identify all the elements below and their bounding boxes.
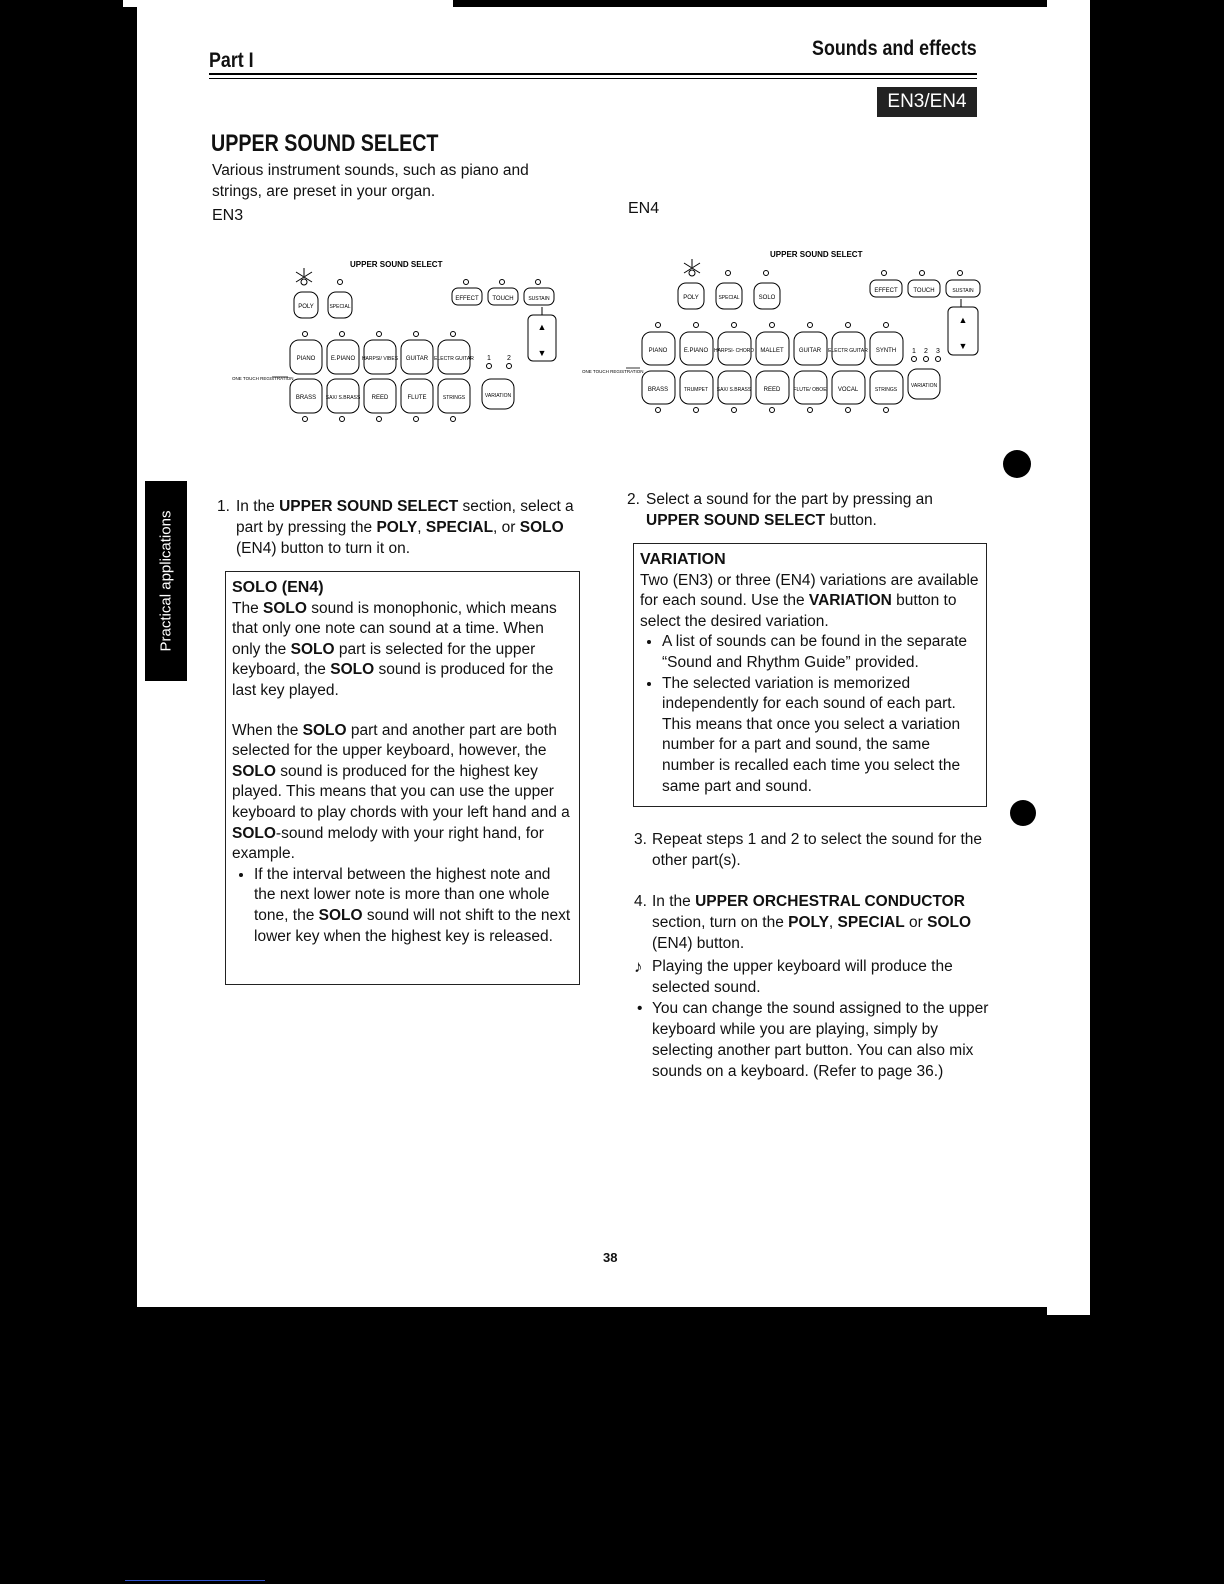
header-part: Part I: [209, 49, 254, 72]
en3-heading: UPPER SOUND SELECT: [350, 260, 443, 269]
svg-text:ELECTR GUITAR: ELECTR GUITAR: [434, 356, 474, 362]
svg-text:VOCAL: VOCAL: [837, 387, 859, 393]
svg-text:▲: ▲: [537, 322, 547, 332]
svg-text:FLUTE: FLUTE: [407, 395, 427, 401]
svg-text:REED: REED: [763, 387, 781, 393]
svg-text:2: 2: [507, 355, 511, 362]
svg-text:TOUCH: TOUCH: [492, 296, 514, 302]
step-3: 3. Repeat steps 1 and 2 to select the sound for the other part(s).: [634, 831, 983, 869]
step4-bullet: You can change the sound assigned to the upper keyboard while you are playing, simply by selecting another part button. You can also mix sounds on a keyboard. (Refer to page 36.): [652, 1000, 989, 1080]
svg-text:3: 3: [936, 348, 940, 355]
solo-box-title: SOLO (EN4): [232, 579, 324, 596]
header-rule: [209, 73, 977, 75]
variation-bullets: [640, 632, 980, 797]
en4-label: EN4: [628, 200, 660, 217]
solo-info-box: [225, 571, 580, 985]
variation-box-title: VARIATION: [640, 551, 726, 568]
top-strip: [123, 0, 453, 7]
svg-text:SAX/ S.BRASS: SAX/ S.BRASS: [716, 387, 752, 393]
svg-text:STRINGS: STRINGS: [874, 387, 898, 393]
svg-text:VARIATION: VARIATION: [910, 383, 938, 389]
header-rule-thin: [209, 78, 977, 79]
svg-text:FLUTE/ OBOE: FLUTE/ OBOE: [793, 387, 827, 393]
en3-label: EN3: [212, 207, 244, 224]
punch-hole: [1003, 450, 1031, 478]
solo-bullets: [232, 865, 573, 947]
intro-text: Various instrument sounds, such as piano and strings, are preset in your organ.: [212, 162, 529, 200]
manual-page: [137, 7, 1067, 1307]
step-4: 4. In the UPPER ORCHESTRAL CONDUCTOR section, turn on the POLY, SPECIAL or SOLO (EN4) button. ♪ Playing the upper keyboard will produce the selected sound. • You can change the sound assigned to the upper keyboard while you are playing, simply by selecting another part button. You can also mix sounds on a keyboard. (Refer to page 36.): [634, 891, 992, 1082]
en4-panel-diagram: [582, 245, 987, 425]
svg-text:1: 1: [487, 355, 491, 362]
svg-text:HARPSI- CHORD: HARPSI- CHORD: [713, 348, 755, 354]
svg-text:VARIATION: VARIATION: [484, 393, 512, 399]
svg-text:HARPSI/ VIBES: HARPSI/ VIBES: [361, 356, 399, 362]
svg-text:▼: ▼: [958, 341, 968, 351]
side-tab: Practical applications: [145, 481, 187, 681]
svg-text:PIANO: PIANO: [296, 356, 316, 362]
svg-text:PIANO: PIANO: [648, 348, 668, 354]
step-2: 2. Select a sound for the part by pressing an UPPER SOUND SELECT button.: [627, 491, 933, 529]
variation-para: Two (EN3) or three (EN4) variations are available for each sound. Use the VARIATION button to select the desired variation.: [640, 571, 979, 630]
link-underline: [125, 1580, 265, 1581]
svg-text:ONE TOUCH REGISTRATION: ONE TOUCH REGISTRATION: [232, 376, 294, 381]
page-number: 38: [603, 1250, 618, 1265]
variation-info-box: [633, 543, 987, 807]
svg-text:ELECTR GUITAR: ELECTR GUITAR: [828, 348, 868, 354]
svg-text:BRASS: BRASS: [647, 387, 669, 393]
svg-text:SAX/ S.BRASS: SAX/ S.BRASS: [325, 395, 361, 401]
svg-text:BRASS: BRASS: [295, 395, 317, 401]
en4-heading: UPPER SOUND SELECT: [770, 250, 863, 259]
step-1: 1. In the UPPER SOUND SELECT section, select a part by pressing the POLY, SPECIAL, or SOLO (EN4) button to turn it on.: [217, 498, 574, 557]
en3-panel-diagram: [232, 252, 577, 427]
bullet-icon: •: [637, 1000, 643, 1017]
lamp-icon: [296, 268, 312, 282]
page-title: UPPER SOUND SELECT: [211, 130, 439, 157]
svg-text:STRINGS: STRINGS: [442, 395, 466, 401]
svg-text:REED: REED: [371, 395, 389, 401]
svg-text:TOUCH: TOUCH: [913, 288, 935, 294]
svg-text:EFFECT: EFFECT: [455, 296, 479, 302]
svg-text:MALLET: MALLET: [760, 348, 784, 354]
svg-text:E.PIANO: E.PIANO: [683, 348, 709, 354]
note-text: Playing the upper keyboard will produce the selected sound.: [652, 958, 953, 996]
svg-text:SUSTAIN: SUSTAIN: [952, 288, 974, 294]
svg-text:1: 1: [912, 348, 916, 355]
svg-text:TRUMPET: TRUMPET: [683, 387, 709, 393]
svg-text:SYNTH: SYNTH: [875, 348, 897, 354]
svg-text:▲: ▲: [958, 315, 968, 325]
svg-text:GUITAR: GUITAR: [798, 348, 822, 354]
svg-text:▼: ▼: [537, 348, 547, 358]
poly-button-label: POLY: [298, 304, 314, 310]
list-item: • If the interval between the highest note and the next lower note is more than one whole tone, the SOLO sound will not shift to the next lower key when the highest key is released.: [254, 865, 573, 947]
header-section: Sounds and effects: [812, 37, 977, 60]
svg-text:EFFECT: EFFECT: [874, 288, 898, 294]
model-badge: EN3/EN4: [877, 87, 977, 117]
svg-text:ONE TOUCH REGISTRATION: ONE TOUCH REGISTRATION: [582, 369, 644, 374]
svg-text:SPECIAL: SPECIAL: [718, 295, 740, 301]
svg-text:SOLO: SOLO: [758, 295, 776, 301]
svg-text:POLY: POLY: [683, 295, 699, 301]
note-icon: ♪: [634, 957, 643, 976]
special-button-label: SPECIAL: [329, 304, 351, 310]
list-item: • A list of sounds can be found in the separate “Sound and Rhythm Guide” provided.: [662, 632, 980, 673]
svg-text:SUSTAIN: SUSTAIN: [528, 296, 550, 302]
solo-para-1: The SOLO sound is monophonic, which means that only one note can sound at a time. When only the SOLO part is selected for the upper keyboard, the SOLO sound is produced for the last key played.: [232, 599, 557, 699]
svg-text:E.PIANO: E.PIANO: [330, 356, 356, 362]
svg-text:GUITAR: GUITAR: [405, 356, 429, 362]
punch-hole: [1010, 800, 1036, 826]
list-item: • The selected variation is memorized independently for each sound of each part. This means that once you select a variation number for a part and sound, the same number is recalled each time you select the same part and sound.: [662, 674, 980, 798]
svg-text:2: 2: [924, 348, 928, 355]
solo-para-2: When the SOLO part and another part are both selected for the upper keyboard, however, the SOLO sound is produced for the highest key played. This means that you can use the upper keyboard to play chords with your left hand and a SOLO-sound melody with your right hand, for example.: [232, 721, 570, 863]
